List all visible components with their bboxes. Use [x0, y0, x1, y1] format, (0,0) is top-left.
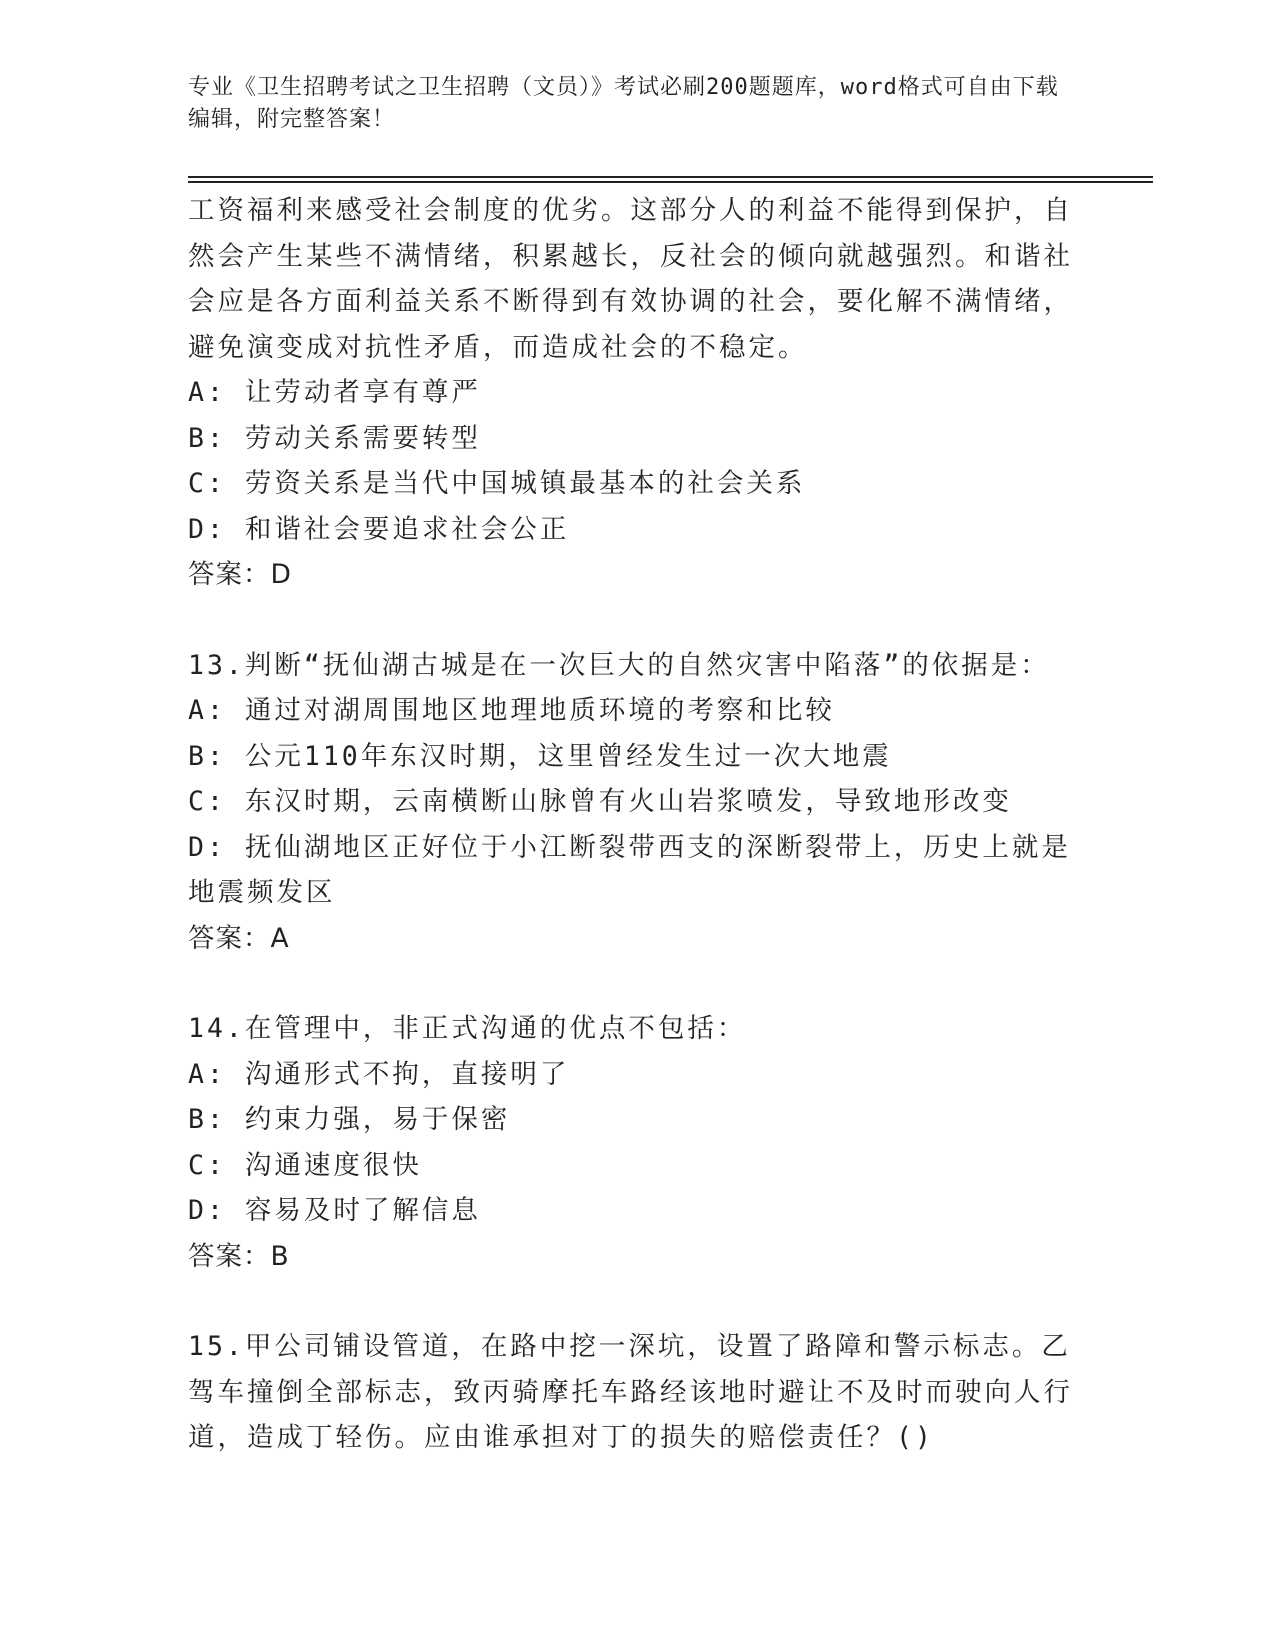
header-divider-bottom [188, 181, 1153, 183]
question-13-option-d: D: 抚仙湖地区正好位于小江断裂带西支的深断裂带上，历史上就是地震频发区 [188, 831, 1071, 908]
question-13-answer: 答案：A [188, 922, 290, 954]
question-12-option-d: D: 和谐社会要追求社会公正 [188, 513, 570, 545]
question-15-title: 15.甲公司铺设管道，在路中挖一深坑，设置了路障和警示标志。乙驾车撞倒全部标志，致丙骑摩托车路经该地时避让不及时而驶向人行道，造成丁轻伤。应由谁承担对丁的损失的赔偿责任？() [188, 1331, 1073, 1453]
question-13-option-c: C: 东汉时期，云南横断山脉曾有火山岩浆喷发，导致地形改变 [188, 786, 1012, 817]
question-13-option-b: B: 公元110年东汉时期，这里曾经发生过一次大地震 [188, 740, 892, 772]
question-14-title: 14.在管理中，非正式沟通的优点不包括： [188, 1013, 747, 1044]
header-divider-top [188, 176, 1153, 178]
question-15 [188, 1324, 1078, 1461]
question-12-stem-continuation: 工资福利来感受社会制度的优劣。这部分人的利益不能得到保护，自然会产生某些不满情绪，积累越长，反社会的倾向就越强烈。和谐社会应是各方面利益关系不断得到有效协调的社会，要化解不满情绪，避免演变成对抗性矛盾，而造成社会的不稳定。 [188, 195, 1073, 363]
question-13-option-a: A: 通过对湖周围地区地理地质环境的考察和比较 [188, 695, 835, 726]
question-14-option-c: C: 沟通速度很快 [188, 1149, 422, 1181]
question-14-option-b: B: 约束力强，易于保密 [188, 1104, 511, 1135]
question-14-answer: 答案：B [188, 1240, 290, 1272]
spacer [188, 1279, 1078, 1324]
question-12-option-a: A: 让劳动者享有尊严 [188, 377, 481, 408]
document-body [188, 188, 1078, 1461]
question-12-answer: 答案：D [188, 559, 292, 590]
question-12-option-b: B: 劳动关系需要转型 [188, 422, 481, 454]
question-12 [188, 188, 1078, 598]
document-header: 专业《卫生招聘考试之卫生招聘（文员）》考试必刷200题题库，word格式可自由下载编辑，附完整答案！ [188, 75, 1059, 132]
question-14-option-d: D: 容易及时了解信息 [188, 1195, 481, 1226]
question-14 [188, 1006, 1078, 1279]
question-13-title: 13.判断“抚仙湖古城是在一次巨大的自然灾害中陷落”的依据是： [188, 649, 1050, 681]
question-12-option-c: C: 劳资关系是当代中国城镇最基本的社会关系 [188, 468, 806, 499]
spacer [188, 961, 1078, 1006]
question-13 [188, 643, 1078, 962]
spacer [188, 598, 1078, 643]
question-14-option-a: A: 沟通形式不拘，直接明了 [188, 1058, 570, 1090]
